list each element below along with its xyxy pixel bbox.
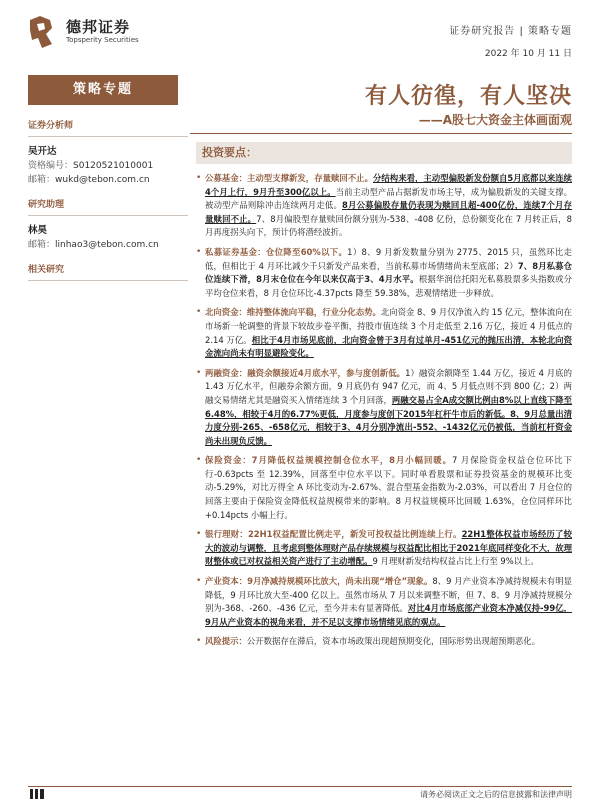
qr-code-icon <box>30 789 44 799</box>
investment-highlights <box>196 172 572 655</box>
highlight-heading: 两融资金：融资余额接近4月底水平，参与度创新低。 <box>205 367 406 378</box>
assistant-heading: 研究助理 <box>28 197 188 216</box>
highlight-heading: 产业资本：9月净减持规模环比放大，尚未出现“增仓”现象。 <box>205 576 433 587</box>
highlight-emphasis: 两融交易占全A成交额比例由8%以上直线下降至6.48%，相较于4月的6.77%更低，月度参与度创下2015年杠杆牛市后的新低。8、9月总量出清力度分别-265、-658亿元，相较于3、4月分别净流出-552、-1432亿元仍被低，当前杠杆资金尚未出现负反馈。 <box>205 394 572 446</box>
highlight-emphasis: 相比于4月市场见底前，北向资金曾于3月有过单月-451亿元的抛压出清，本轮北向资金流向尚未有明显避险变化。 <box>205 334 572 359</box>
assistant-email-label: 邮箱： <box>28 240 56 250</box>
logo-mark-icon <box>26 14 56 50</box>
page-header <box>0 0 600 64</box>
assistant-email-link[interactable]: linhao3@tebon.com.cn <box>55 240 159 250</box>
highlight-heading: 银行理财：22H1权益配置比例走平，新发可投权益比例连续上行。 <box>205 529 462 540</box>
logo-text-en: Topsperity Securities <box>66 36 139 44</box>
highlight-item <box>196 367 572 449</box>
highlight-item <box>196 306 572 360</box>
assistant-name: 林昊 <box>28 225 48 236</box>
highlight-item <box>196 528 572 569</box>
highlight-emphasis: 22H1整体权益市场经历了较大的波动与调整，且考虑到整体理财产品存续规模与权益配比相比于2021年底同样变化不大，故理财整体或已对权益相关资产进行了主动增配。 <box>205 529 572 567</box>
strategy-badge: 策略专题 <box>28 75 178 105</box>
highlight-emphasis: 8月公募偏股存量仍表现为赎回且超-400亿份，连续7个月存量赎回不止。 <box>205 200 572 224</box>
report-subtitle: ——A股七大资金主体画面观 <box>418 113 572 127</box>
analyst-name: 吴开达 <box>28 146 57 157</box>
highlight-heading: 北向资金：维持整体流向平稳，行业分化态势。 <box>205 307 381 318</box>
analyst-email-link[interactable]: wukd@tebon.com.cn <box>55 175 150 185</box>
highlight-text: 公开数据存在滞后，资本市场政策出现超预期变化，国际形势出现超预期恶化。 <box>246 636 540 647</box>
highlight-text: 当前主动型产品占据新发市场主导，成为偏股新发的关键支撑。被动型产品则除冲击连续两月走低。 <box>205 186 573 211</box>
highlight-text: 7、8月偏股型存量赎回份额分别为-538、-408 亿份，总份额变化在 7 月转正后，8 月再度拐头向下，预计仍将潜经波折。 <box>205 213 572 238</box>
title-divider <box>190 133 572 134</box>
highlight-item <box>196 635 572 649</box>
highlight-emphasis: 分结构来看，主动型偏股新发份额自5月底都以来连续4个月上行，9月升至300亿以上。 <box>205 173 573 197</box>
highlight-heading: 公募基金：主动型支撑新发，存量赎回不止。 <box>205 173 373 183</box>
analyst-heading: 证券分析师 <box>28 118 188 137</box>
report-title: 有人彷徨，有人坚决 <box>364 84 572 109</box>
analyst-email <box>28 173 188 187</box>
highlight-heading: 私募证券基金：仓位降至60%以下。 <box>205 246 348 257</box>
highlight-text: 根据华润信托阳光私募股票多头指数或分平均仓位来看，8 月仓位环比-4.37pcts 降至 59.38%，悲观情绪进一步释放。 <box>205 274 573 298</box>
report-type: 证券研究报告 | 策略专题 <box>449 26 572 37</box>
highlight-heading: 风险提示： <box>205 636 247 647</box>
highlight-item <box>196 246 572 300</box>
highlight-text: 7 月保险资金权益仓位环比下行-0.63pcts 至 12.39%，回落至中位水平以下。同时单看股票和证券投资基金的规模环比变动-5.29%，对比万得全 A 环比变动为-2.67%、混合型基金指数为-2.03%，可以看出 7 月仓位的回落主要由于保险资金降低权益规模带来的影响。8 月权益规模环比回暖 1.63%，仓位同样环比+0.14pcts 小幅上行。 <box>205 455 572 520</box>
logo-text-cn: 德邦证券 <box>66 18 131 36</box>
highlight-text: 1）融资余额降至 1.44 万亿，接近 4 月底的 1.43 万亿水平，但融券余额方面，9 月底仍有 947 亿元，而 4、5 月低点则不到 800 亿；2）两融交易情绪尤其是融资买入情绪连续 3 个月回落， <box>205 367 572 405</box>
analyst-cert-value: S0120521010001 <box>73 161 154 171</box>
footer-disclaimer: 请务必阅读正文之后的信息披露和法律声明 <box>420 790 572 799</box>
highlight-text: 8、9 月产业资本净减持规模未有明显降低，9 月环比放大至-400 亿以上。虽然市场从 7 月以来调整不断，但 7、8、9 月净减持规模分别为-368、-260、-436 亿元，至今并未有显著降低。 <box>205 576 572 614</box>
highlight-item <box>196 172 572 240</box>
highlight-emphasis: 7、8月私募仓位连续下滑，8月末仓位在今年以来仅高于3、4月水平。 <box>205 260 572 285</box>
highlight-text: 北向资金 8、9 月仅净流入约 15 亿元，整体流向在市场新一轮调整的背景下较故步卷平衡，持股市值连续 3 个月走低至 2.16 万亿，接近 4 月低点的 2.14 万亿。 <box>205 307 572 345</box>
highlight-item <box>196 575 572 629</box>
report-date: 2022 年 10 月 11 日 <box>484 49 572 59</box>
assistant-email <box>28 238 188 252</box>
footer-divider <box>28 786 572 787</box>
company-logo <box>26 14 146 54</box>
analyst-email-label: 邮箱： <box>28 175 56 185</box>
analyst-cert <box>28 159 188 173</box>
investment-highlights-label: 投资要点： <box>196 142 572 164</box>
analyst-cert-label: 资格编号： <box>28 161 74 171</box>
highlight-text: 1）8、9 月新发数量分别为 2775、2015 只，虽然环比走低，但相比于 4 月环比减少千只新发产品来看，当前私募市场情绪尚未至底部；2） <box>205 246 572 271</box>
highlight-text: 9 月理财新发结构权益占比上行至 9%以上。 <box>372 556 539 567</box>
highlight-heading: 保险资金：7月降低权益规模控制仓位水平，8月小幅回暖。 <box>205 455 452 466</box>
highlight-emphasis: 对比4月市场底部产业资本净减仅持-99亿，9月从产业资本的视角来看，并不足以支撑市场情绪见底的观点。 <box>205 603 572 627</box>
sidebar <box>28 118 188 287</box>
highlight-item <box>196 454 572 522</box>
related-heading: 相关研究 <box>28 262 188 281</box>
